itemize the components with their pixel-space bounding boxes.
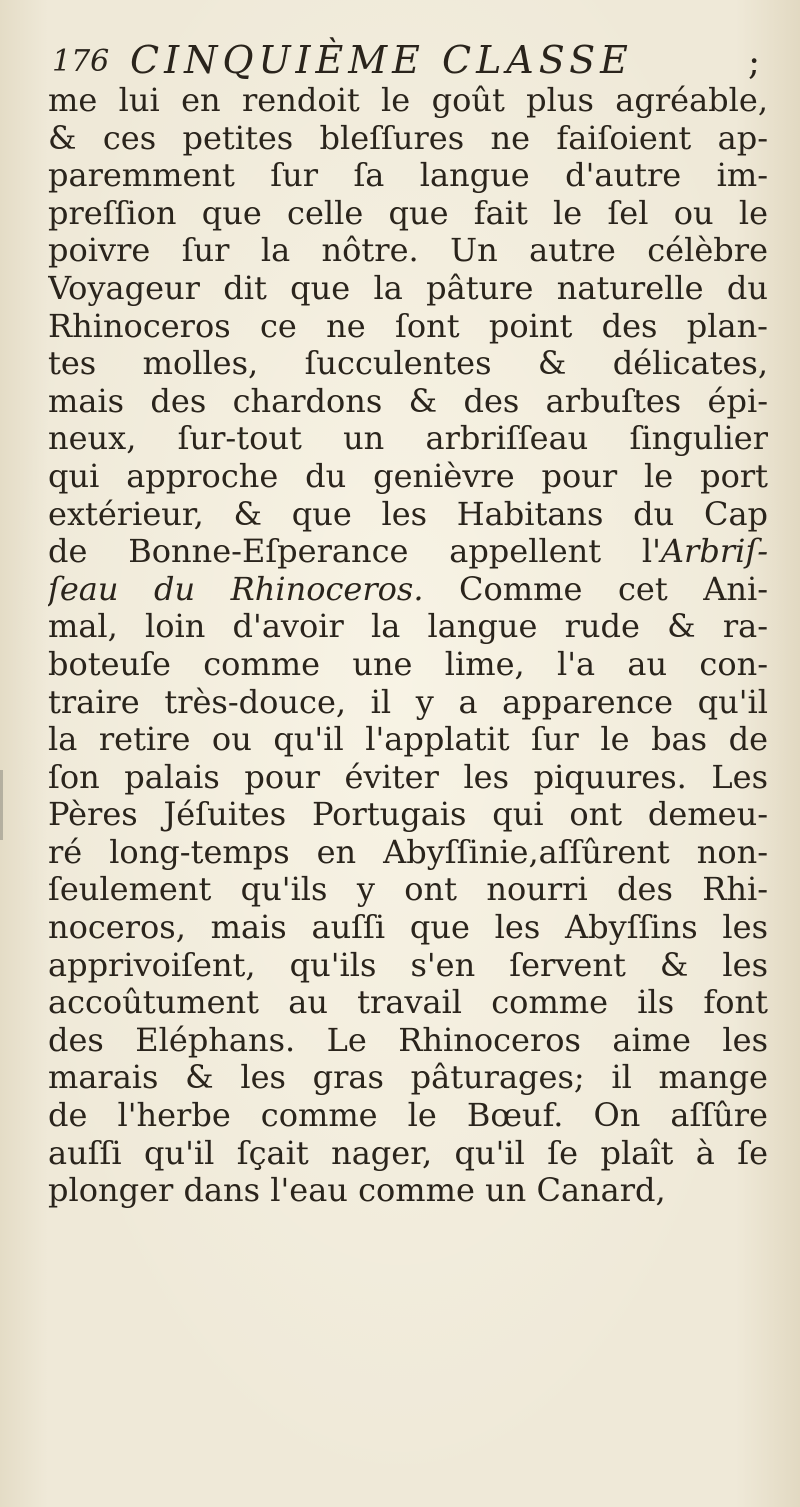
text-segment: ſon palais pour éviter les piquures. Les xyxy=(48,758,768,796)
text-line xyxy=(48,909,768,947)
text-segment: accoûtument au travail comme ils font xyxy=(48,984,768,1022)
text-line xyxy=(48,646,768,684)
text-line xyxy=(48,871,768,909)
text-segment: me lui en rendoit le goût plus agréable, xyxy=(48,82,768,119)
text-line xyxy=(48,1097,768,1135)
text-segment: Rhinoceros ce ne ſont point des plan- xyxy=(48,307,768,345)
text-segment: mais des chardons & des arbuſtes épi- xyxy=(48,382,768,420)
text-segment: Voyageur dit que la pâture naturelle du xyxy=(48,269,768,307)
text-line xyxy=(48,1059,768,1097)
text-segment: apprivoiſent, qu'ils s'en ſervent & les xyxy=(48,946,768,984)
text-line xyxy=(48,308,768,346)
running-title: CINQUIÈME CLASSE xyxy=(130,38,633,82)
text-segment: preſſion que celle que fait le ſel ou le xyxy=(48,194,768,232)
text-segment: Pères Jéſuites Portugais qui ont demeu- xyxy=(48,796,768,834)
text-line xyxy=(48,834,768,872)
text-segment: & ces petites bleſſures ne faiſoient ap- xyxy=(48,119,768,157)
text-line xyxy=(48,496,768,534)
page-number: 176 xyxy=(52,44,110,79)
text-line xyxy=(48,270,768,308)
text-segment: des Eléphans. Le Rhinoceros aime les xyxy=(48,1021,768,1059)
text-segment: traire très-douce, il y a apparence qu'il xyxy=(48,683,768,721)
text-segment: neux, ſur-tout un arbriſſeau ſingulier xyxy=(48,420,768,458)
text-line xyxy=(48,195,768,233)
text-line xyxy=(48,947,768,985)
text-segment: plonger dans l'eau comme un Canard, xyxy=(48,1172,666,1210)
text-line xyxy=(48,684,768,722)
text-line xyxy=(48,533,768,571)
text-line xyxy=(48,721,768,759)
text-line xyxy=(48,571,768,609)
body-text xyxy=(48,82,768,1210)
text-line xyxy=(48,796,768,834)
text-line xyxy=(48,759,768,797)
text-segment: la retire ou qu'il l'applatit ſur le bas de xyxy=(48,721,768,759)
text-segment: tes molles, ſucculentes & délicates, xyxy=(48,345,768,383)
text-line xyxy=(48,458,768,496)
text-segment: poivre ſur la nôtre. Un autre célèbre xyxy=(48,232,768,270)
text-segment: noceros, mais auſſi que les Abyſſins les xyxy=(48,909,768,947)
text-line xyxy=(48,984,768,1022)
text-line xyxy=(48,608,768,646)
text-line xyxy=(48,1135,768,1173)
text-segment: auſſi qu'il ſçait nager, qu'il ſe plaît à ſe xyxy=(48,1134,768,1172)
text-line xyxy=(48,1022,768,1060)
text-segment: Arbriſ- xyxy=(660,533,768,571)
text-line xyxy=(48,157,768,195)
text-segment: de l'herbe comme le Bœuf. On aſſûre xyxy=(48,1097,768,1135)
text-segment: extérieur, & que les Habitans du Cap xyxy=(48,495,768,533)
text-segment: Comme cet Ani- xyxy=(423,570,768,608)
text-line xyxy=(48,345,768,383)
text-segment: ré long-temps en Abyſſinie,aſſûrent non- xyxy=(48,833,768,871)
text-segment: mal, loin d'avoir la langue rude & ra- xyxy=(48,608,768,646)
text-line xyxy=(48,420,768,458)
margin-shadow xyxy=(0,770,3,840)
text-line xyxy=(48,1172,768,1210)
text-line xyxy=(48,232,768,270)
text-segment: paremment ſur ſa langue d'autre im- xyxy=(48,157,768,195)
header-punctuation: ; xyxy=(748,42,761,83)
text-segment: ſeau du Rhinoceros. xyxy=(48,570,424,608)
text-line xyxy=(48,120,768,158)
text-segment: qui approche du genièvre pour le port xyxy=(48,457,768,495)
text-line xyxy=(48,383,768,421)
text-segment: boteuſe comme une lime, l'a au con- xyxy=(48,645,768,683)
text-segment: marais & les gras pâturages; il mange xyxy=(48,1059,768,1097)
text-segment: ſeulement qu'ils y ont nourri des Rhi- xyxy=(48,871,768,909)
text-segment: de Bonne-Eſperance appellent l' xyxy=(48,533,661,571)
text-line xyxy=(48,82,768,120)
